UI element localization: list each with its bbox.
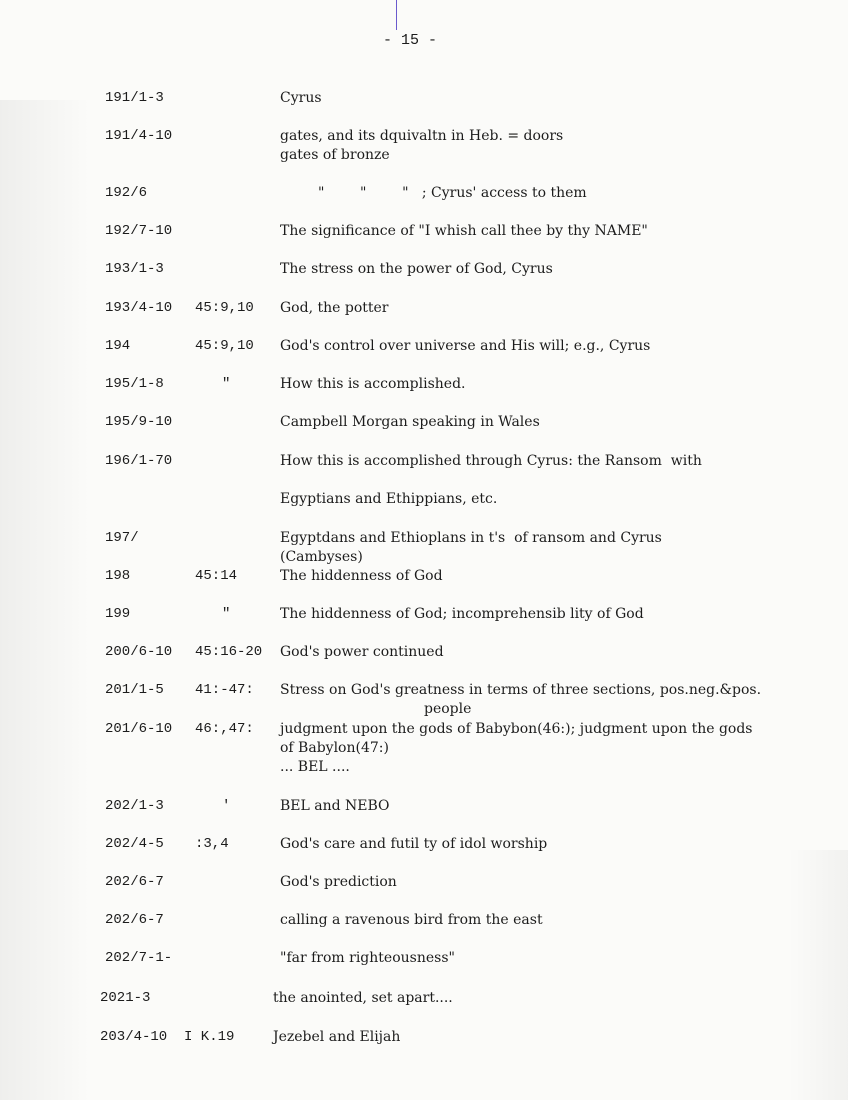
entry-description: God's care and futil ty of idol worship [280, 836, 548, 852]
entry-description: How this is accomplished through Cyrus: the Ransom with [280, 453, 702, 469]
entry-reference: 191/1-3 [105, 90, 164, 106]
entry-reference: 199 [105, 606, 131, 622]
entry-description: Cyrus [280, 90, 322, 106]
entry-reference: 202/6-7 [105, 874, 164, 890]
entry-reference: 202/1-3 [105, 798, 164, 814]
entry-reference: 196/1-70 [105, 453, 173, 469]
entry-description: "far from righteousness" [280, 950, 455, 966]
entry-verse: :3,4 [195, 836, 229, 852]
entry-description: of Babylon(47:) [280, 740, 389, 756]
entry-reference: 203/4-10 [100, 1029, 168, 1045]
entry-verse: " [222, 376, 231, 392]
entry-reference: 193/4-10 [105, 300, 173, 316]
entry-description: gates, and its dquivaltn in Heb. = doors [280, 128, 564, 144]
entry-reference: 202/7-1- [105, 950, 173, 966]
entry-description: How this is accomplished. [280, 376, 466, 392]
entry-description: The stress on the power of God, Cyrus [280, 261, 553, 277]
entry-description: The hiddenness of God; incomprehensib lity of God [280, 606, 644, 622]
entry-description: The significance of "I whish call thee by thy NAME" [280, 223, 648, 239]
entry-description: the anointed, set apart.... [273, 990, 453, 1006]
entry-verse: I K.19 [184, 1029, 235, 1045]
entry-description: calling a ravenous bird from the east [280, 912, 543, 928]
entry-reference: 191/4-10 [105, 128, 173, 144]
entry-reference: 202/6-7 [105, 912, 164, 928]
entry-verse: 45:14 [195, 568, 238, 584]
entry-verse: " [222, 606, 231, 622]
entry-description: " " " ; Cyrus' access to them [318, 185, 587, 201]
entry-description: (Cambyses) [280, 549, 363, 565]
scan-shadow-left [0, 100, 90, 1100]
scan-shadow-right [788, 850, 848, 1100]
entry-reference: 201/6-10 [105, 721, 173, 737]
entry-verse: 45:9,10 [195, 338, 254, 354]
pen-mark [396, 0, 397, 30]
entry-description: Jezebel and Elijah [273, 1029, 401, 1045]
entry-description: Campbell Morgan speaking in Wales [280, 414, 540, 430]
entry-reference: 194 [105, 338, 131, 354]
entry-description: judgment upon the gods of Babybon(46:); judgment upon the gods [280, 721, 753, 737]
entry-description: God's power continued [280, 644, 444, 660]
entry-reference: 202/4-5 [105, 836, 164, 852]
entry-description: Stress on God's greatness in terms of three sections, pos.neg.&pos. [280, 682, 762, 698]
entry-reference: 200/6-10 [105, 644, 173, 660]
entry-reference: 198 [105, 568, 131, 584]
entry-verse: 41:-47: [195, 682, 254, 698]
entry-verse: ' [222, 798, 231, 814]
entry-description: gates of bronze [280, 147, 390, 163]
entry-reference: 2021-3 [100, 990, 151, 1006]
entry-reference: 193/1-3 [105, 261, 164, 277]
entry-description: Egyptdans and Ethioplans in t's of ransom and Cyrus [280, 530, 662, 546]
entry-verse: 45:9,10 [195, 300, 254, 316]
entry-reference: 192/7-10 [105, 223, 173, 239]
entry-description: The hiddenness of God [280, 568, 443, 584]
entry-reference: 195/1-8 [105, 376, 164, 392]
entry-verse: 45:16-20 [195, 644, 263, 660]
entry-description: BEL and NEBO [280, 798, 390, 814]
entry-description: God, the potter [280, 300, 389, 316]
entry-verse: 46:,47: [195, 721, 254, 737]
entry-reference: 192/6 [105, 185, 148, 201]
page-number: - 15 - [383, 32, 438, 49]
entry-description: God's control over universe and His will; e.g., Cyrus [280, 338, 651, 354]
entry-reference: 195/9-10 [105, 414, 173, 430]
entry-description: people [424, 701, 472, 717]
entry-reference: 201/1-5 [105, 682, 164, 698]
entry-description: ... BEL .... [280, 759, 350, 775]
entry-reference: 197/ [105, 530, 139, 546]
entry-description: Egyptians and Ethippians, etc. [280, 491, 498, 507]
entry-description: God's prediction [280, 874, 397, 890]
